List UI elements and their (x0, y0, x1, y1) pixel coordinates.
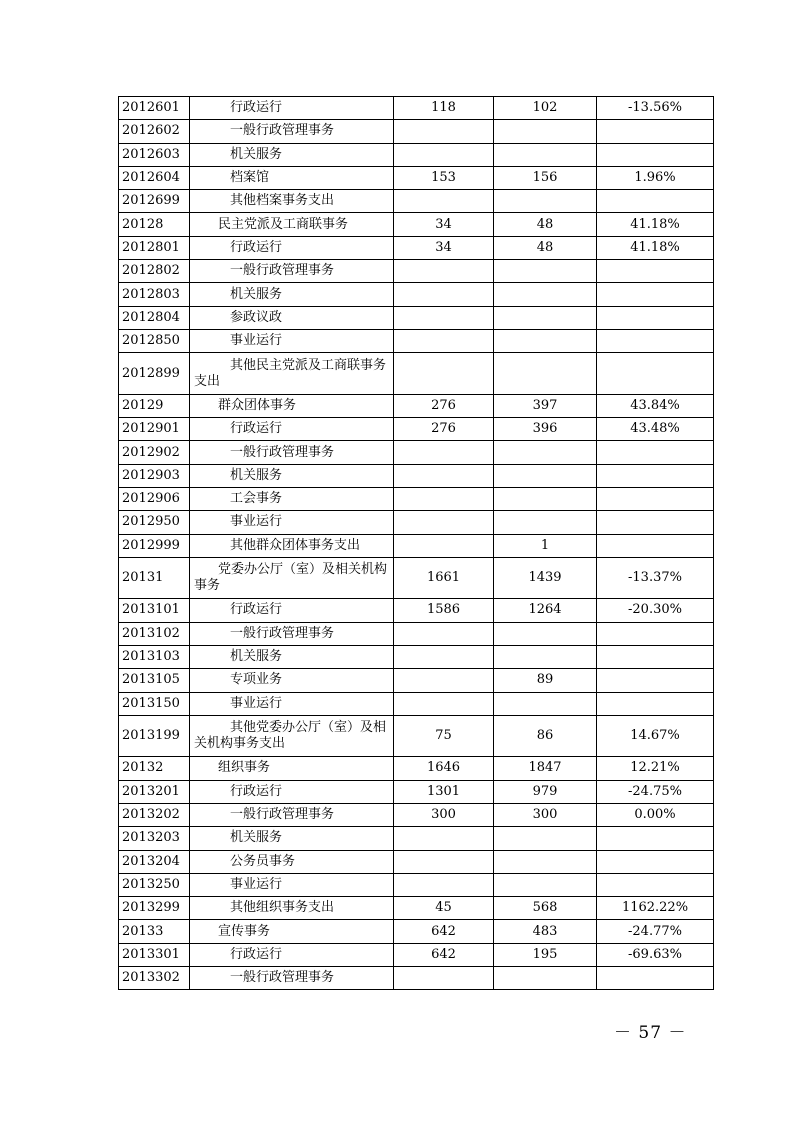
cell-change-pct: 43.48% (597, 418, 714, 441)
table-row (119, 850, 714, 873)
table-row (119, 329, 714, 352)
cell-value-prev (394, 873, 494, 896)
table-row (119, 236, 714, 259)
cell-code: 20132 (119, 757, 190, 780)
cell-change-pct: 12.21% (597, 757, 714, 780)
cell-value-prev (394, 487, 494, 510)
cell-value-prev: 642 (394, 943, 494, 966)
item-name-line1: 党委办公厅（室）及相关机构 (218, 562, 388, 578)
cell-change-pct (597, 260, 714, 283)
table-row (119, 143, 714, 166)
cell-change-pct (597, 534, 714, 557)
cell-change-pct (597, 441, 714, 464)
cell-change-pct: -69.63% (597, 943, 714, 966)
cell-code: 2012699 (119, 190, 190, 213)
cell-value-prev: 276 (394, 418, 494, 441)
table-row (119, 441, 714, 464)
cell-value-prev (394, 669, 494, 692)
cell-value-prev (394, 645, 494, 668)
cell-value-curr (494, 487, 597, 510)
cell-code: 2012950 (119, 511, 190, 534)
cell-item-name (190, 715, 394, 757)
cell-change-pct (597, 827, 714, 850)
cell-item-name: 档案馆 (190, 166, 394, 189)
table-row (119, 487, 714, 510)
cell-item-name: 一般行政管理事务 (190, 622, 394, 645)
table-row (119, 692, 714, 715)
table-row (119, 803, 714, 826)
cell-code: 2012902 (119, 441, 190, 464)
cell-item-name: 一般行政管理事务 (190, 441, 394, 464)
cell-item-name: 机关服务 (190, 645, 394, 668)
table-row (119, 715, 714, 757)
cell-change-pct (597, 353, 714, 395)
cell-value-prev (394, 464, 494, 487)
cell-value-curr: 979 (494, 780, 597, 803)
cell-value-prev (394, 850, 494, 873)
cell-value-curr (494, 260, 597, 283)
cell-value-curr (494, 511, 597, 534)
cell-code: 2013101 (119, 599, 190, 622)
cell-code: 2012850 (119, 329, 190, 352)
cell-item-name: 一般行政管理事务 (190, 260, 394, 283)
cell-value-prev (394, 190, 494, 213)
cell-value-curr: 89 (494, 669, 597, 692)
cell-value-prev (394, 306, 494, 329)
table-row (119, 645, 714, 668)
cell-code: 2012903 (119, 464, 190, 487)
table-row (119, 394, 714, 417)
cell-value-curr (494, 190, 597, 213)
table-row (119, 511, 714, 534)
cell-item-name (190, 353, 394, 395)
cell-change-pct (597, 120, 714, 143)
item-name-line1: 其他党委办公厅（室）及相 (230, 720, 387, 736)
cell-value-prev: 118 (394, 97, 494, 120)
cell-code: 20129 (119, 394, 190, 417)
cell-value-curr: 396 (494, 418, 597, 441)
cell-change-pct: -13.56% (597, 97, 714, 120)
cell-change-pct (597, 645, 714, 668)
cell-value-curr: 86 (494, 715, 597, 757)
cell-item-name: 机关服务 (190, 283, 394, 306)
cell-value-prev: 1586 (394, 599, 494, 622)
cell-item-name (190, 557, 394, 599)
cell-code: 2012901 (119, 418, 190, 441)
cell-code: 2013302 (119, 967, 190, 990)
page-number: － 57 － (614, 1023, 687, 1043)
item-name-line2: 支出 (194, 373, 221, 389)
cell-item-name: 一般行政管理事务 (190, 120, 394, 143)
cell-change-pct (597, 669, 714, 692)
cell-code: 20131 (119, 557, 190, 599)
cell-code: 2013150 (119, 692, 190, 715)
cell-item-name: 其他组织事务支出 (190, 897, 394, 920)
table-row (119, 967, 714, 990)
cell-change-pct: -13.37% (597, 557, 714, 599)
cell-item-name: 其他群众团体事务支出 (190, 534, 394, 557)
cell-value-curr (494, 622, 597, 645)
table-row (119, 827, 714, 850)
cell-value-prev: 153 (394, 166, 494, 189)
table-row (119, 780, 714, 803)
cell-change-pct: 14.67% (597, 715, 714, 757)
cell-change-pct (597, 190, 714, 213)
cell-item-name: 民主党派及工商联事务 (190, 213, 394, 236)
table-row (119, 757, 714, 780)
cell-value-prev: 1301 (394, 780, 494, 803)
cell-item-name: 事业运行 (190, 873, 394, 896)
cell-value-curr (494, 692, 597, 715)
cell-value-curr: 300 (494, 803, 597, 826)
cell-value-prev: 34 (394, 236, 494, 259)
cell-change-pct (597, 873, 714, 896)
cell-item-name: 行政运行 (190, 97, 394, 120)
table-row (119, 599, 714, 622)
cell-item-name: 行政运行 (190, 418, 394, 441)
cell-change-pct: -20.30% (597, 599, 714, 622)
cell-code: 2012804 (119, 306, 190, 329)
cell-change-pct (597, 967, 714, 990)
cell-value-prev (394, 511, 494, 534)
cell-item-name: 一般行政管理事务 (190, 967, 394, 990)
cell-value-prev (394, 441, 494, 464)
cell-value-curr (494, 967, 597, 990)
table-row (119, 418, 714, 441)
cell-code: 2012906 (119, 487, 190, 510)
table-row (119, 166, 714, 189)
table-row (119, 943, 714, 966)
cell-code: 2012602 (119, 120, 190, 143)
cell-item-name: 机关服务 (190, 464, 394, 487)
cell-value-prev (394, 827, 494, 850)
cell-code: 2013103 (119, 645, 190, 668)
table-row (119, 920, 714, 943)
cell-value-curr (494, 645, 597, 668)
table-row (119, 260, 714, 283)
cell-value-curr: 156 (494, 166, 597, 189)
cell-item-name: 一般行政管理事务 (190, 803, 394, 826)
cell-value-curr: 195 (494, 943, 597, 966)
cell-change-pct (597, 487, 714, 510)
cell-item-name: 事业运行 (190, 511, 394, 534)
cell-value-prev: 642 (394, 920, 494, 943)
table-row (119, 897, 714, 920)
cell-change-pct: 1162.22% (597, 897, 714, 920)
cell-value-curr (494, 306, 597, 329)
cell-code: 2012999 (119, 534, 190, 557)
cell-change-pct: 0.00% (597, 803, 714, 826)
cell-value-prev: 276 (394, 394, 494, 417)
cell-value-curr (494, 120, 597, 143)
table-row (119, 97, 714, 120)
cell-item-name: 机关服务 (190, 143, 394, 166)
cell-change-pct: 43.84% (597, 394, 714, 417)
item-name-line2: 事务 (194, 578, 221, 594)
table-row (119, 557, 714, 599)
table-row (119, 353, 714, 395)
cell-code: 2013204 (119, 850, 190, 873)
cell-item-name: 参政议政 (190, 306, 394, 329)
item-name-line2: 关机构事务支出 (194, 736, 286, 752)
cell-change-pct (597, 511, 714, 534)
cell-item-name: 行政运行 (190, 943, 394, 966)
cell-code: 2013250 (119, 873, 190, 896)
cell-value-prev: 34 (394, 213, 494, 236)
cell-value-curr (494, 329, 597, 352)
cell-value-prev: 300 (394, 803, 494, 826)
cell-value-prev (394, 353, 494, 395)
cell-code: 2012802 (119, 260, 190, 283)
cell-code: 2013301 (119, 943, 190, 966)
cell-value-curr: 1847 (494, 757, 597, 780)
cell-change-pct: -24.75% (597, 780, 714, 803)
cell-value-curr: 1439 (494, 557, 597, 599)
cell-value-curr (494, 850, 597, 873)
cell-value-curr (494, 827, 597, 850)
cell-value-curr: 48 (494, 236, 597, 259)
cell-change-pct (597, 622, 714, 645)
cell-value-curr (494, 464, 597, 487)
table-row (119, 213, 714, 236)
cell-code: 2012603 (119, 143, 190, 166)
cell-code: 2012601 (119, 97, 190, 120)
cell-change-pct (597, 143, 714, 166)
cell-value-prev: 1661 (394, 557, 494, 599)
table-row (119, 190, 714, 213)
cell-item-name: 行政运行 (190, 236, 394, 259)
cell-value-prev (394, 143, 494, 166)
budget-table-body (119, 97, 714, 990)
cell-change-pct (597, 464, 714, 487)
cell-change-pct: 41.18% (597, 236, 714, 259)
cell-code: 2013102 (119, 622, 190, 645)
cell-value-curr (494, 283, 597, 306)
cell-code: 2012604 (119, 166, 190, 189)
cell-item-name: 群众团体事务 (190, 394, 394, 417)
cell-change-pct: 1.96% (597, 166, 714, 189)
cell-value-prev (394, 692, 494, 715)
cell-value-prev: 45 (394, 897, 494, 920)
table-row (119, 669, 714, 692)
cell-code: 2013105 (119, 669, 190, 692)
cell-code: 2013199 (119, 715, 190, 757)
cell-item-name: 事业运行 (190, 329, 394, 352)
cell-value-prev (394, 120, 494, 143)
cell-item-name: 工会事务 (190, 487, 394, 510)
cell-item-name: 行政运行 (190, 780, 394, 803)
cell-code: 2013201 (119, 780, 190, 803)
cell-change-pct (597, 692, 714, 715)
table-row (119, 306, 714, 329)
cell-value-prev: 1646 (394, 757, 494, 780)
cell-change-pct (597, 283, 714, 306)
cell-value-curr (494, 353, 597, 395)
cell-value-prev (394, 260, 494, 283)
cell-item-name: 行政运行 (190, 599, 394, 622)
cell-value-curr (494, 143, 597, 166)
table-row (119, 873, 714, 896)
cell-code: 2013203 (119, 827, 190, 850)
cell-value-curr: 1264 (494, 599, 597, 622)
cell-change-pct (597, 306, 714, 329)
cell-item-name: 组织事务 (190, 757, 394, 780)
table-row (119, 120, 714, 143)
cell-value-curr (494, 873, 597, 896)
table-row (119, 534, 714, 557)
cell-item-name: 事业运行 (190, 692, 394, 715)
cell-value-curr: 102 (494, 97, 597, 120)
cell-item-name: 其他档案事务支出 (190, 190, 394, 213)
cell-code: 2012899 (119, 353, 190, 395)
cell-change-pct: -24.77% (597, 920, 714, 943)
table-row (119, 283, 714, 306)
cell-code: 20133 (119, 920, 190, 943)
cell-value-curr: 483 (494, 920, 597, 943)
budget-table (118, 96, 714, 990)
cell-value-prev (394, 967, 494, 990)
cell-value-prev (394, 622, 494, 645)
cell-change-pct (597, 850, 714, 873)
cell-item-name: 专项业务 (190, 669, 394, 692)
item-name-line1: 其他民主党派及工商联事务 (230, 357, 387, 373)
cell-code: 2013202 (119, 803, 190, 826)
cell-value-prev (394, 534, 494, 557)
cell-code: 20128 (119, 213, 190, 236)
cell-code: 2013299 (119, 897, 190, 920)
table-row (119, 464, 714, 487)
cell-value-curr: 48 (494, 213, 597, 236)
cell-change-pct (597, 329, 714, 352)
cell-item-name: 机关服务 (190, 827, 394, 850)
cell-value-curr: 1 (494, 534, 597, 557)
cell-change-pct: 41.18% (597, 213, 714, 236)
cell-value-curr: 568 (494, 897, 597, 920)
cell-code: 2012801 (119, 236, 190, 259)
cell-value-prev (394, 329, 494, 352)
cell-value-curr: 397 (494, 394, 597, 417)
cell-value-prev (394, 283, 494, 306)
cell-item-name: 公务员事务 (190, 850, 394, 873)
cell-item-name: 宣传事务 (190, 920, 394, 943)
cell-value-curr (494, 441, 597, 464)
cell-value-prev: 75 (394, 715, 494, 757)
cell-code: 2012803 (119, 283, 190, 306)
table-row (119, 622, 714, 645)
